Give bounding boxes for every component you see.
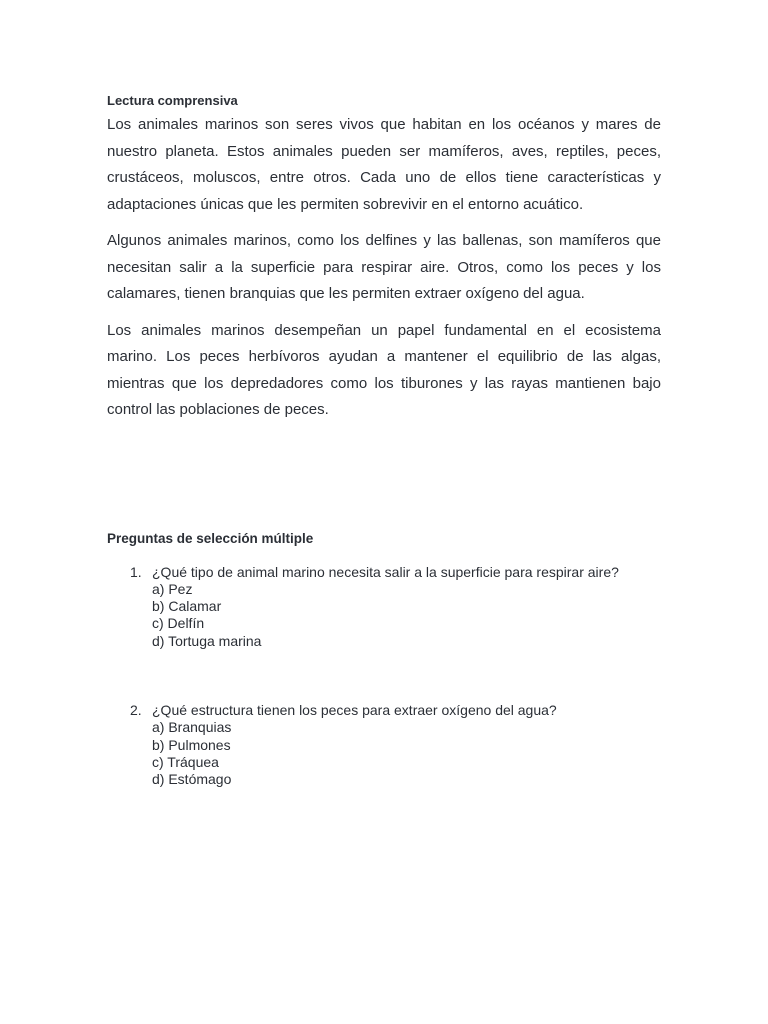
option-a: a) Pez [152, 580, 193, 597]
reading-paragraph-1: Los animales marinos son seres vivos que habitan en los océanos y mares de nuestro planeta. Estos animales pueden ser mamíferos, aves, reptiles, peces, crustáceos, moluscos, entre otros. Cada uno de ellos tiene características y adaptaciones únicas que les permiten sobrevivir en el entorno acuático. [107, 116, 661, 213]
option-c: c) Delfín [152, 615, 205, 632]
option-b: b) Calamar [152, 598, 222, 615]
question-2 [107, 702, 661, 788]
option-b: b) Pulmones [152, 736, 231, 753]
question-number: 1. [130, 563, 142, 580]
option-c: c) Tráquea [152, 753, 219, 770]
reading-paragraph-3: Los animales marinos desempeñan un papel fundamental en el ecosistema marino. Los peces herbívoros ayudan a mantener el equilibrio de las algas, mientras que los depredadores como los tiburones y las rayas mantienen bajo control las poblaciones de peces. [107, 321, 661, 418]
question-1 [107, 564, 661, 650]
reading-paragraph-2: Algunos animales marinos, como los delfines y las ballenas, son mamíferos que necesitan salir a la superficie para respirar aire. Otros, como los peces y los calamares, tienen branquias que les permiten extraer oxígeno del agua. [107, 232, 661, 302]
option-d: d) Estómago [152, 771, 232, 788]
document-page [107, 92, 661, 788]
reading-title: Lectura comprensiva [107, 93, 238, 108]
option-a: a) Branquias [152, 719, 232, 736]
option-d: d) Tortuga marina [152, 632, 262, 649]
question-text: ¿Qué estructura tienen los peces para extraer oxígeno del agua? [152, 701, 557, 718]
question-text: ¿Qué tipo de animal marino necesita salir a la superficie para respirar aire? [152, 563, 619, 580]
question-number: 2. [130, 701, 142, 718]
quiz-title: Preguntas de selección múltiple [107, 530, 314, 546]
section-spacer [107, 434, 661, 530]
